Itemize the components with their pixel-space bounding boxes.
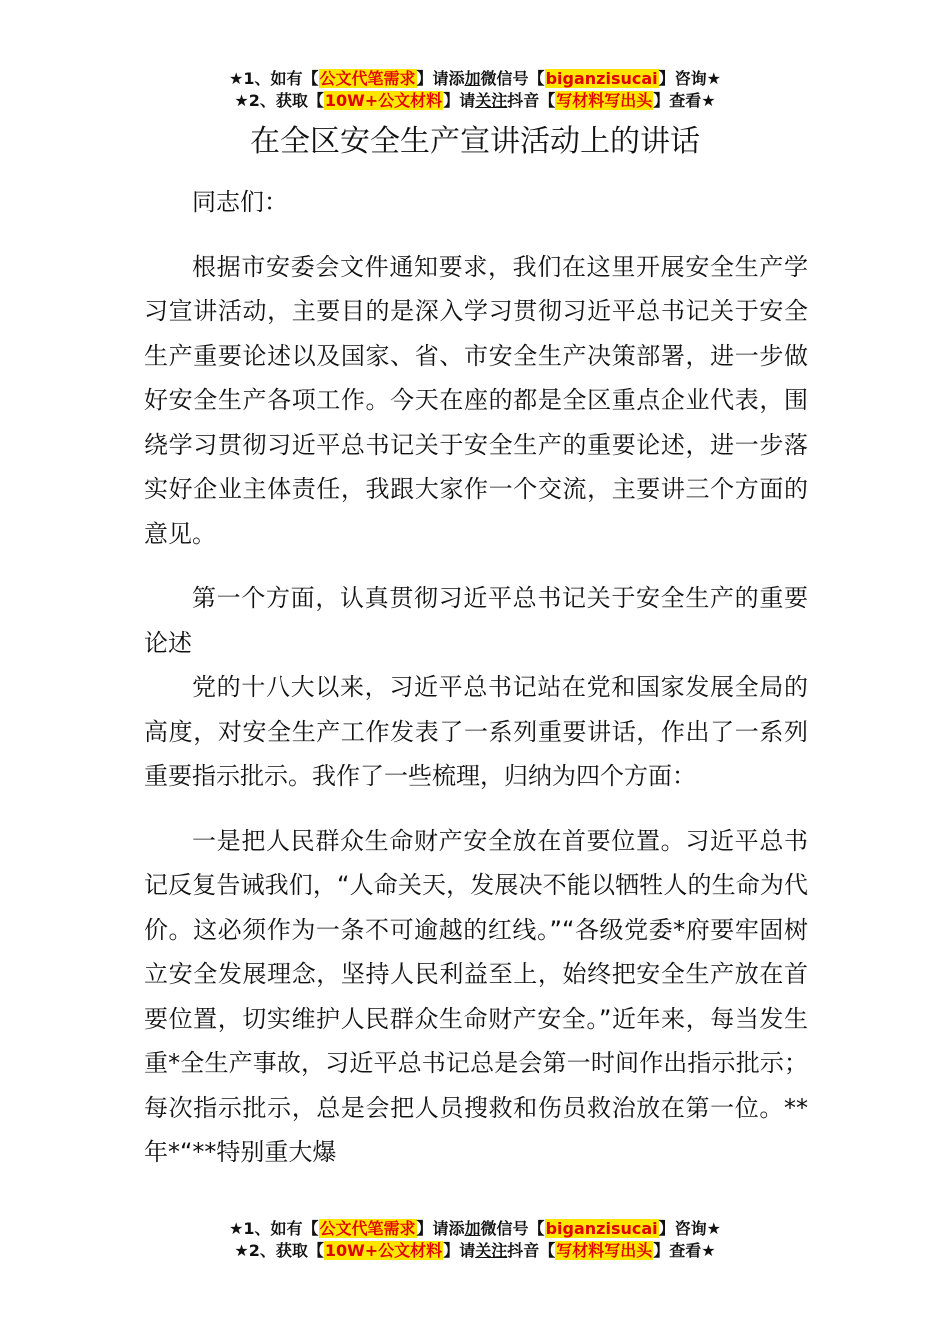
highlight-ghostwriting: 公文代笔需求 [319, 69, 416, 88]
document-body [144, 180, 808, 1175]
paragraph-1: 根据市安委会文件通知要求，我们在这里开展安全生产学习宣讲活动，主要目的是深入学习贯彻习近平总书记关于安全生产重要论述以及国家、省、市安全生产决策部署，进一步做好安全生产各项工作。今天在座的都是全区重点企业代表，围绕学习贯彻习近平总书记关于安全生产的重要论述，进一步落实好企业主体责任，我跟大家作一个交流，主要讲三个方面的意见。 [144, 252, 808, 548]
highlight-wechat-id: biganzisucai [545, 1219, 658, 1238]
salutation: 同志们： [192, 188, 288, 216]
top-banner [0, 68, 950, 112]
banner-line-2: ★2、获取【10W+公文材料】请关注抖音【写材料写出头】查看★ [234, 91, 716, 110]
highlight-ghostwriting: 公文代笔需求 [319, 1219, 416, 1238]
highlight-materials: 10W+公文材料 [324, 91, 443, 110]
paragraph-2: 党的十八大以来，习近平总书记站在党和国家发展全局的高度，对安全生产工作发表了一系列重要讲话，作出了一系列重要指示批示。我作了一些梳理，归纳为四个方面： [144, 673, 808, 790]
highlight-douyin: 写材料写出头 [556, 91, 653, 110]
banner-line-1: ★1、如有【公文代笔需求】请添加微信号【biganzisucai】咨询★ [229, 69, 721, 88]
section-heading-1: 第一个方面，认真贯彻习近平总书记关于安全生产的重要论述 [144, 584, 808, 657]
banner-line-1: ★1、如有【公文代笔需求】请添加微信号【biganzisucai】咨询★ [229, 1219, 721, 1238]
highlight-wechat-id: biganzisucai [545, 69, 658, 88]
highlight-materials: 10W+公文材料 [324, 1241, 443, 1260]
paragraph-3: 一是把人民群众生命财产安全放在首要位置。习近平总书记反复告诫我们，“人命关天，发展决不能以牺牲人的生命为代价。这必须作为一条不可逾越的红线。”“各级党委*府要牢固树立安全发展理念，坚持人民利益至上，始终把安全生产放在首要位置，切实维护人民群众生命财产安全。”近年来，每当发生重*全生产事故，习近平总书记总是会第一时间作出指示批示；每次指示批示，总是会把人员搜救和伤员救治放在第一位。**年*“**特别重大爆 [144, 826, 808, 1166]
document-title: 在全区安全生产宣讲活动上的讲话 [250, 124, 700, 159]
bottom-banner [0, 1218, 950, 1262]
highlight-douyin: 写材料写出头 [556, 1241, 653, 1260]
banner-line-2: ★2、获取【10W+公文材料】请关注抖音【写材料写出头】查看★ [234, 1241, 716, 1260]
